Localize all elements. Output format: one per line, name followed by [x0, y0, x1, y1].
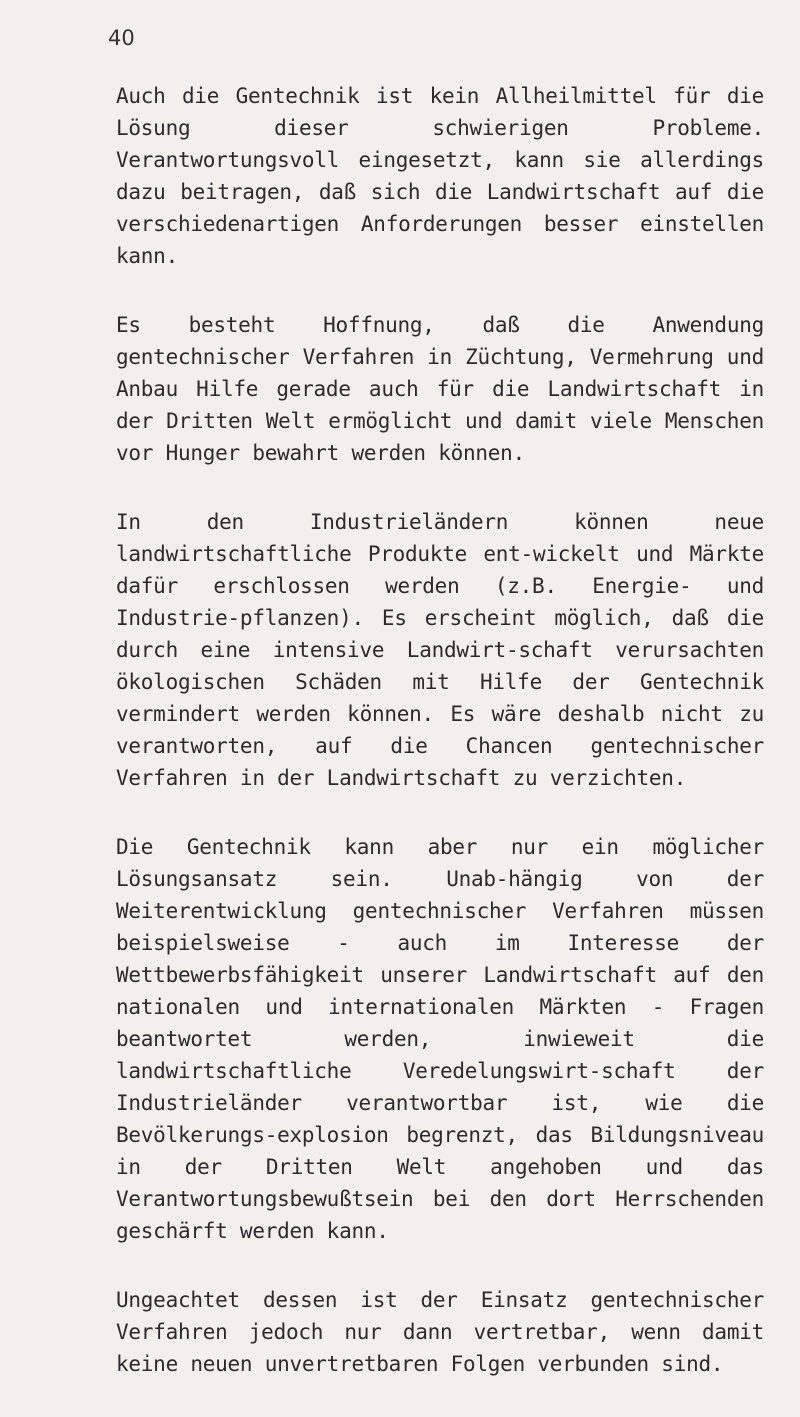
paragraph-3: In den Industrieländern können neue landwirtschaftliche Produkte ent-wickelt und Märkte dafür erschlossen werden (z.B. Energie- und Industrie-pflanzen). Es erscheint möglich, daß die durch eine intensive Landwirt-schaft verursachten ökologischen Schäden mit Hilfe der Gentechnik vermindert werden können. Es wäre deshalb nicht zu verantworten, auf die Chancen gentechnischer Verfahren in der Landwirtschaft zu verzichten. [116, 510, 764, 790]
paragraph-2: Es besteht Hoffnung, daß die Anwendung gentechnischer Verfahren in Züchtung, Vermehrung und Anbau Hilfe gerade auch für die Landwirtschaft in der Dritten Welt ermöglicht und damit viele Menschen vor Hunger bewahrt werden können. [116, 313, 764, 465]
paragraph-1: Auch die Gentechnik ist kein Allheilmittel für die Lösung dieser schwierigen Probleme. Verantwortungsvoll eingesetzt, kann sie allerdings dazu beitragen, daß sich die Landwirtschaft auf die verschiedenartigen Anforderungen besser einstellen kann. [116, 84, 764, 268]
page-number: 40 [108, 26, 135, 50]
document-body [116, 80, 764, 1417]
paragraph-5: Ungeachtet dessen ist der Einsatz gentechnischer Verfahren jedoch nur dann vertretbar, wenn damit keine neuen unvertretbaren Folgen verbunden sind. [116, 1288, 764, 1376]
paragraph-4: Die Gentechnik kann aber nur ein möglicher Lösungsansatz sein. Unab-hängig von der Weiterentwicklung gentechnischer Verfahren müssen beispielsweise - auch im Interesse der Wettbewerbsfähigkeit unserer Landwirtschaft auf den nationalen und internationalen Märkten - Fragen beantwortet werden, inwieweit die landwirtschaftliche Veredelungswirt-schaft der Industrieländer verantwortbar ist, wie die Bevölkerungs-explosion begrenzt, das Bildungsniveau in der Dritten Welt angehoben und das Verantwortungsbewußtsein bei den dort Herrschenden geschärft werden kann. [116, 835, 764, 1243]
